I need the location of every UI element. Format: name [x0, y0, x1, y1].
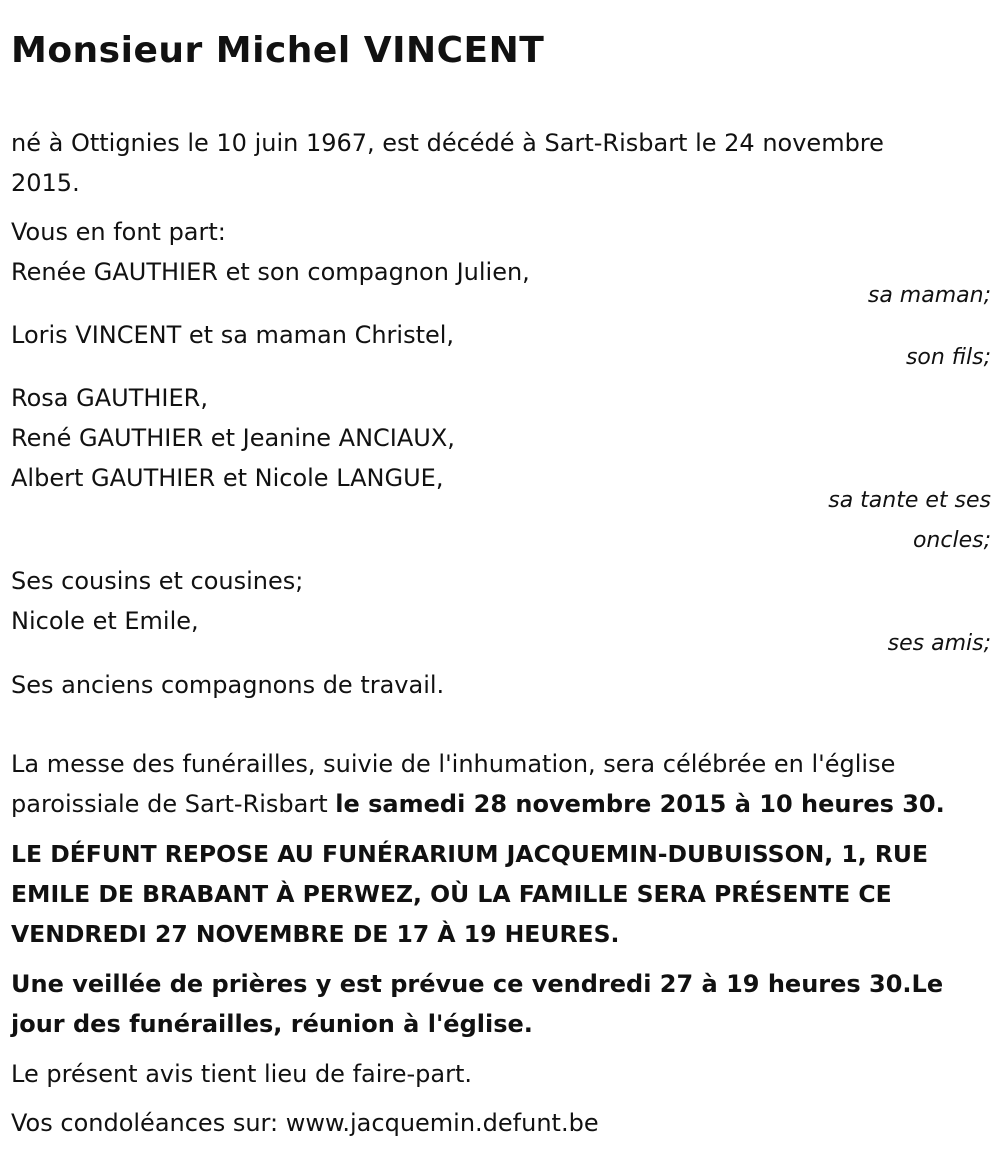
- notice-line: Le présent avis tient lieu de faire-part.: [11, 1060, 473, 1088]
- birth-death-line-1: né à Ottignies le 10 juin 1967, est décédé à Sart-Risbart le 24 novembre: [11, 129, 884, 157]
- family-relation-label: sa maman;: [867, 283, 991, 308]
- family-member-line: René GAUTHIER et Jeanine ANCIAUX,: [11, 424, 455, 452]
- birth-death-line-2: 2015.: [11, 169, 80, 197]
- family-member-line: Ses anciens compagnons de travail.: [11, 671, 445, 699]
- family-relation-label: ses amis;: [887, 631, 991, 656]
- family-relation-label: sa tante et ses: [828, 488, 991, 513]
- vigil-line: jour des funérailles, réunion à l'église.: [11, 1010, 533, 1038]
- announce-line: Vous en font part:: [11, 218, 226, 246]
- family-member-line: Nicole et Emile,: [11, 607, 199, 635]
- vigil-line: Une veillée de prières y est prévue ce vendredi 27 à 19 heures 30.Le: [11, 970, 944, 998]
- funerarium-line: LE DÉFUNT REPOSE AU FUNÉRARIUM JACQUEMIN-DUBUISSON, 1, RUE: [11, 840, 929, 868]
- funeral-mass-place: paroissiale de Sart-Risbart: [11, 790, 336, 818]
- funeral-mass-date: le samedi 28 novembre 2015 à 10 heures 30.: [335, 790, 945, 818]
- funeral-mass-line-2: [11, 784, 945, 824]
- family-member-line: Albert GAUTHIER et Nicole LANGUE,: [11, 464, 444, 492]
- family-member-line: Ses cousins et cousines;: [11, 567, 304, 595]
- family-relation-label: son fils;: [905, 345, 991, 370]
- condolences-line: Vos condoléances sur: www.jacquemin.defunt.be: [11, 1109, 599, 1137]
- deceased-name-title: Monsieur Michel VINCENT: [11, 30, 545, 71]
- family-member-line: Renée GAUTHIER et son compagnon Julien,: [11, 258, 530, 286]
- funeral-mass-line-1: La messe des funérailles, suivie de l'inhumation, sera célébrée en l'église: [11, 750, 896, 778]
- family-relation-label: oncles;: [912, 528, 991, 553]
- family-member-line: Rosa GAUTHIER,: [11, 384, 208, 412]
- funerarium-line: VENDREDI 27 NOVEMBRE DE 17 À 19 HEURES.: [11, 920, 620, 948]
- family-member-line: Loris VINCENT et sa maman Christel,: [11, 321, 455, 349]
- funerarium-line: EMILE DE BRABANT À PERWEZ, OÙ LA FAMILLE SERA PRÉSENTE CE: [11, 880, 892, 908]
